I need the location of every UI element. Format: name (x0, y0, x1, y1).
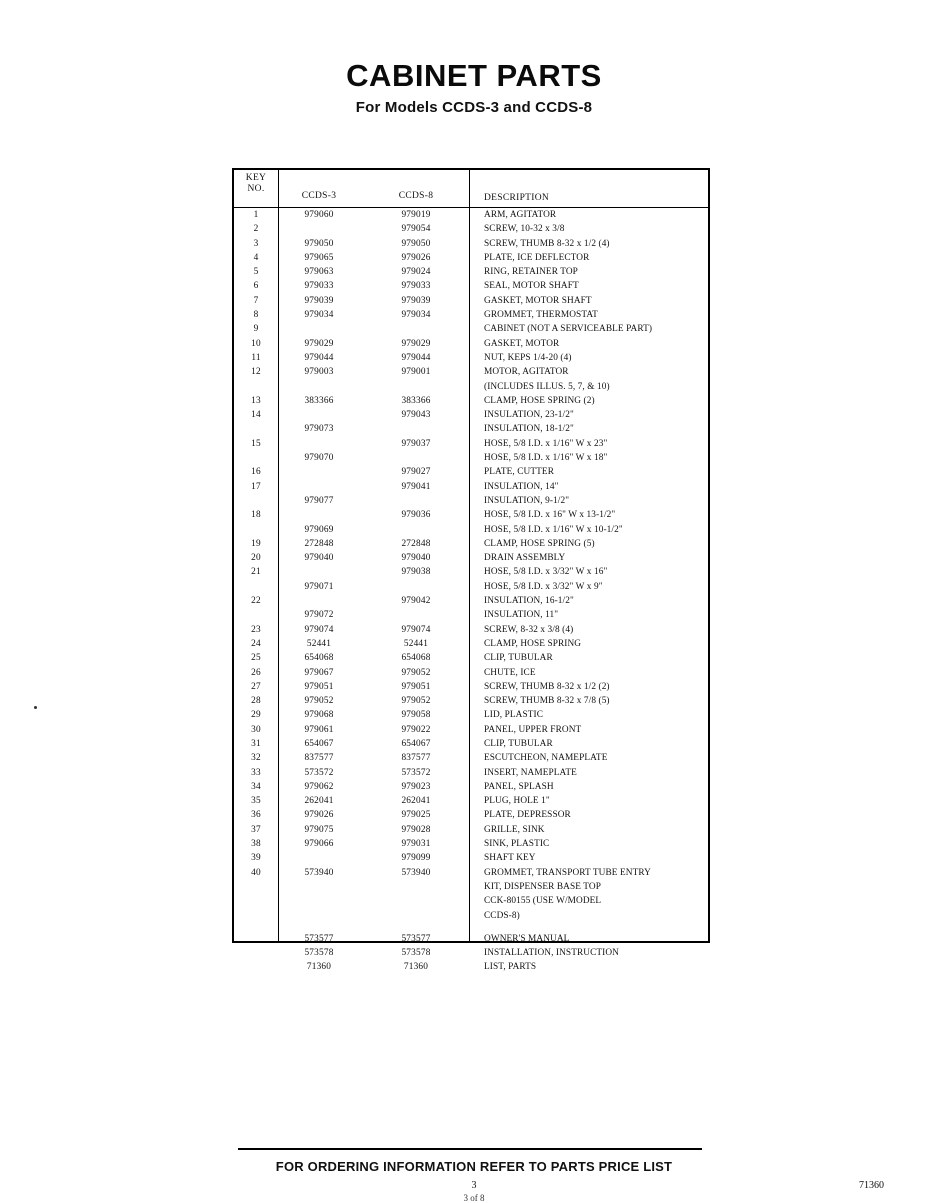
cell-part-ccds3: 979061 (304, 724, 334, 735)
table-row (234, 946, 708, 960)
cell-part-ccds3: 979039 (304, 295, 334, 306)
table-row (234, 222, 708, 236)
cell-part-ccds3: 979070 (304, 453, 334, 464)
table-row (234, 408, 708, 422)
cell-description: HOSE, 5/8 I.D. x 1/16" W x 23" (484, 438, 608, 449)
cell-part-ccds8: 979058 (401, 710, 431, 721)
cell-key-no: 6 (253, 281, 259, 292)
cell-key-no: 24 (251, 638, 261, 649)
table-row (234, 308, 708, 322)
table-row (234, 394, 708, 408)
page-title: CABINET PARTS (346, 58, 602, 93)
cell-description: OWNER'S MANUAL (484, 933, 570, 944)
cell-description: CABINET (NOT A SERVICEABLE PART) (484, 324, 653, 335)
table-row (234, 337, 708, 351)
cell-description: SCREW, 10-32 x 3/8 (484, 224, 565, 235)
cell-description: SCREW, THUMB 8-32 x 1/2 (4) (484, 238, 610, 249)
cell-part-ccds8: 979028 (401, 824, 431, 835)
cell-part-ccds8: 979019 (401, 210, 431, 220)
cell-part-ccds3: 979033 (304, 281, 334, 292)
cell-description: CLAMP, HOSE SPRING (2) (484, 395, 595, 406)
table-row (234, 694, 708, 708)
cell-part-ccds8: 573577 (401, 933, 431, 944)
cell-key-no: 34 (251, 781, 261, 792)
table-row (234, 465, 708, 479)
cell-description: PLATE, DEPRESSOR (484, 810, 571, 821)
cell-part-ccds3: 979060 (304, 210, 334, 220)
table-row (234, 866, 708, 880)
cell-part-ccds3: 979071 (304, 581, 334, 592)
cell-description: SCREW, 8-32 x 3/8 (4) (484, 624, 574, 635)
cell-description: LIST, PARTS (484, 962, 537, 973)
cell-part-ccds8: 979027 (401, 467, 431, 478)
table-row (234, 537, 708, 551)
cell-part-ccds8: 979050 (401, 238, 431, 249)
table-row (234, 480, 708, 494)
cell-description: CLIP, TUBULAR (484, 653, 553, 664)
cell-description: PLATE, CUTTER (484, 467, 554, 478)
scan-artifact-dot (34, 706, 37, 709)
table-row (234, 960, 708, 974)
cell-description: GROMMET, THERMOSTAT (484, 310, 598, 321)
cell-description: GROMMET, TRANSPORT TUBE ENTRY (484, 867, 651, 878)
table-row (234, 737, 708, 751)
cell-description: CLAMP, HOSE SPRING (484, 638, 582, 649)
table-row-spacer (234, 923, 708, 932)
table-row (234, 422, 708, 436)
cell-part-ccds8: 979039 (401, 295, 431, 306)
table-row (234, 651, 708, 665)
cell-part-ccds3: 979034 (304, 310, 334, 321)
cell-key-no: 30 (251, 724, 261, 735)
cell-part-ccds3: 979062 (304, 781, 334, 792)
cell-key-no: 11 (251, 352, 261, 363)
cell-part-ccds3: 979069 (304, 524, 334, 535)
cell-part-ccds3: 573577 (304, 933, 334, 944)
table-row (234, 351, 708, 365)
cell-key-no: 2 (253, 224, 259, 235)
cell-description: HOSE, 5/8 I.D. x 1/16" W x 10-1/2" (484, 524, 623, 535)
table-row (234, 494, 708, 508)
table-row (234, 909, 708, 923)
table-row (234, 594, 708, 608)
table-row (234, 322, 708, 336)
table-row (234, 680, 708, 694)
cell-description: INSULATION, 14" (484, 481, 559, 492)
cell-key-no: 7 (253, 295, 259, 306)
table-row (234, 208, 708, 222)
cell-key-no: 3 (253, 238, 259, 249)
cell-part-ccds3: 272848 (304, 538, 334, 549)
cell-part-ccds3: 383366 (304, 395, 334, 406)
cell-description: NUT, KEPS 1/4-20 (4) (484, 352, 572, 363)
cell-part-ccds8: 979037 (401, 438, 431, 449)
cell-description: SCREW, THUMB 8-32 x 7/8 (5) (484, 696, 610, 707)
table-row (234, 880, 708, 894)
cell-part-ccds8: 979042 (401, 596, 431, 607)
cell-part-ccds8: 573578 (401, 948, 431, 959)
cell-key-no: 26 (251, 667, 261, 678)
cell-key-no: 36 (251, 810, 261, 821)
table-row (234, 265, 708, 279)
cell-key-no: 18 (251, 510, 261, 521)
cell-part-ccds8: 979026 (401, 252, 431, 263)
cell-part-ccds8: 573940 (401, 867, 431, 878)
cell-description: LID, PLASTIC (484, 710, 544, 721)
cell-part-ccds3: 979074 (304, 624, 334, 635)
cell-part-ccds8: 979040 (401, 553, 431, 564)
cell-part-ccds3: 979029 (304, 338, 334, 349)
cell-description: ARM, AGITATOR (484, 210, 557, 220)
table-row (234, 932, 708, 946)
cell-description: PANEL, UPPER FRONT (484, 724, 582, 735)
cell-part-ccds8: 654067 (401, 738, 431, 749)
cell-part-ccds8: 979054 (401, 224, 431, 235)
page-subtitle: For Models CCDS-3 and CCDS-8 (355, 99, 593, 116)
table-row (234, 637, 708, 651)
table-row (234, 279, 708, 293)
cell-part-ccds3: 979040 (304, 553, 334, 564)
cell-part-ccds3: 979068 (304, 710, 334, 721)
document-code: 71360 (859, 1180, 884, 1191)
cell-key-no: 29 (251, 710, 261, 721)
cell-part-ccds3: 979050 (304, 238, 334, 249)
cell-part-ccds8: 837577 (401, 753, 431, 764)
cell-key-no: 14 (251, 410, 261, 421)
page-number: 3 (471, 1180, 477, 1191)
cell-part-ccds3: 979066 (304, 839, 334, 850)
table-row (234, 723, 708, 737)
cell-part-ccds8: 979029 (401, 338, 431, 349)
cell-description: SEAL, MOTOR SHAFT (484, 281, 579, 292)
cell-key-no: 40 (251, 867, 261, 878)
table-body (234, 208, 708, 973)
cell-part-ccds8: 383366 (401, 395, 431, 406)
table-row (234, 580, 708, 594)
cell-part-ccds3: 52441 (306, 638, 332, 649)
cell-description: CLAMP, HOSE SPRING (5) (484, 538, 595, 549)
header-col-ccds8: CCDS-8 (398, 191, 434, 201)
cell-part-ccds8: 979041 (401, 481, 431, 492)
table-row (234, 365, 708, 379)
cell-description: DRAIN ASSEMBLY (484, 553, 566, 564)
table-row (234, 894, 708, 908)
cell-key-no: 8 (253, 310, 259, 321)
cell-part-ccds8: 979036 (401, 510, 431, 521)
table-row (234, 237, 708, 251)
cell-part-ccds3: 979072 (304, 610, 334, 621)
cell-part-ccds3: 979073 (304, 424, 334, 435)
cell-description: HOSE, 5/8 I.D. x 16" W x 13-1/2" (484, 510, 616, 521)
cell-description: CCK-80155 (USE W/MODEL (484, 896, 602, 907)
cell-key-no: 4 (253, 252, 259, 263)
cell-description: RING, RETAINER TOP (484, 267, 578, 278)
cell-part-ccds3: 979077 (304, 495, 334, 506)
cell-part-ccds3: 979063 (304, 267, 334, 278)
cell-description: INSULATION, 23-1/2" (484, 410, 574, 421)
cell-description: SHAFT KEY (484, 853, 536, 864)
cell-part-ccds8: 272848 (401, 538, 431, 549)
cell-description: CCDS-8) (484, 910, 520, 921)
page-number-alt: 3 of 8 (463, 1193, 485, 1203)
cell-part-ccds8: 979051 (401, 681, 431, 692)
cell-description: GASKET, MOTOR SHAFT (484, 295, 592, 306)
cell-key-no: 23 (251, 624, 261, 635)
cell-key-no: 9 (253, 324, 259, 335)
cell-description: INSERT, NAMEPLATE (484, 767, 577, 778)
parts-table (232, 168, 710, 973)
cell-key-no: 35 (251, 796, 261, 807)
table-row (234, 608, 708, 622)
header-col-ccds3: CCDS-3 (301, 191, 337, 201)
cell-part-ccds8: 979052 (401, 696, 431, 707)
header-key-no (238, 173, 274, 195)
cell-description: KIT, DISPENSER BASE TOP (484, 881, 601, 892)
table-row (234, 623, 708, 637)
cell-description: PLATE, ICE DEFLECTOR (484, 252, 590, 263)
cell-key-no: 19 (251, 538, 261, 549)
cell-part-ccds3: 262041 (304, 796, 334, 807)
cell-description: SCREW, THUMB 8-32 x 1/2 (2) (484, 681, 610, 692)
cell-description: GASKET, MOTOR (484, 338, 560, 349)
cell-key-no: 31 (251, 738, 261, 749)
cell-part-ccds8: 979031 (401, 839, 431, 850)
table-row (234, 751, 708, 765)
cell-part-ccds3: 837577 (304, 753, 334, 764)
table-row (234, 851, 708, 865)
cell-description: HOSE, 5/8 I.D. x 3/32" W x 16" (484, 567, 608, 578)
table-row (234, 451, 708, 465)
cell-key-no: 13 (251, 395, 261, 406)
cell-key-no: 21 (251, 567, 261, 578)
table-row (234, 437, 708, 451)
table-header-row (234, 170, 708, 208)
header-key-line1: KEY (245, 173, 267, 183)
table-row (234, 823, 708, 837)
cell-part-ccds3: 654067 (304, 738, 334, 749)
cell-part-ccds3: 979051 (304, 681, 334, 692)
cell-key-no: 20 (251, 553, 261, 564)
cell-part-ccds3: 573940 (304, 867, 334, 878)
cell-key-no: 27 (251, 681, 261, 692)
cell-part-ccds3: 979075 (304, 824, 334, 835)
cell-description: GRILLE, SINK (484, 824, 545, 835)
cell-part-ccds8: 979034 (401, 310, 431, 321)
table-row (234, 508, 708, 522)
cell-part-ccds3: 573578 (304, 948, 334, 959)
cell-part-ccds8: 573572 (401, 767, 431, 778)
cell-key-no: 33 (251, 767, 261, 778)
cell-part-ccds8: 52441 (403, 638, 429, 649)
cell-description: ESCUTCHEON, NAMEPLATE (484, 753, 608, 764)
table-row (234, 251, 708, 265)
table-row (234, 551, 708, 565)
cell-part-ccds8: 979099 (401, 853, 431, 864)
cell-part-ccds8: 654068 (401, 653, 431, 664)
cell-key-no: 22 (251, 596, 261, 607)
cell-key-no: 39 (251, 853, 261, 864)
table-row (234, 766, 708, 780)
cell-part-ccds3: 979026 (304, 810, 334, 821)
table-row (234, 837, 708, 851)
cell-part-ccds3: 71360 (306, 962, 332, 973)
cell-part-ccds3: 979067 (304, 667, 334, 678)
cell-key-no: 5 (253, 267, 259, 278)
cell-description: HOSE, 5/8 I.D. x 1/16" W x 18" (484, 453, 608, 464)
cell-part-ccds8: 979038 (401, 567, 431, 578)
table-row (234, 523, 708, 537)
cell-description: HOSE, 5/8 I.D. x 3/32" W x 9" (484, 581, 603, 592)
table-row (234, 780, 708, 794)
cell-part-ccds8: 262041 (401, 796, 431, 807)
table-row (234, 708, 708, 722)
cell-part-ccds8: 979052 (401, 667, 431, 678)
cell-part-ccds8: 71360 (403, 962, 429, 973)
cell-description: (INCLUDES ILLUS. 5, 7, & 10) (484, 381, 610, 392)
table-row (234, 294, 708, 308)
cell-part-ccds8: 979033 (401, 281, 431, 292)
cell-part-ccds8: 979025 (401, 810, 431, 821)
cell-description: PLUG, HOLE 1" (484, 796, 550, 807)
cell-part-ccds3: 979052 (304, 696, 334, 707)
cell-part-ccds8: 979001 (401, 367, 431, 378)
cell-part-ccds8: 979074 (401, 624, 431, 635)
cell-description: INSULATION, 18-1/2" (484, 424, 574, 435)
cell-part-ccds3: 573572 (304, 767, 334, 778)
cell-part-ccds3: 979065 (304, 252, 334, 263)
table-row (234, 666, 708, 680)
cell-key-no: 10 (251, 338, 261, 349)
cell-key-no: 15 (251, 438, 261, 449)
cell-key-no: 37 (251, 824, 261, 835)
cell-part-ccds8: 979043 (401, 410, 431, 421)
cell-part-ccds8: 979024 (401, 267, 431, 278)
cell-key-no: 38 (251, 839, 261, 850)
cell-key-no: 16 (251, 467, 261, 478)
cell-key-no: 12 (251, 367, 261, 378)
cell-key-no: 17 (251, 481, 261, 492)
cell-description: INSULATION, 16-1/2" (484, 596, 574, 607)
cell-part-ccds3: 979003 (304, 367, 334, 378)
cell-part-ccds8: 979023 (401, 781, 431, 792)
cell-description: INSULATION, 11" (484, 610, 559, 621)
table-row (234, 380, 708, 394)
cell-description: INSTALLATION, INSTRUCTION (484, 948, 619, 959)
table-row (234, 808, 708, 822)
cell-key-no: 25 (251, 653, 261, 664)
footer-divider (238, 1148, 702, 1150)
table-row (234, 794, 708, 808)
header-col-description: DESCRIPTION (484, 193, 550, 203)
cell-description: INSULATION, 9-1/2" (484, 495, 570, 506)
cell-part-ccds8: 979022 (401, 724, 431, 735)
cell-key-no: 32 (251, 753, 261, 764)
table-row (234, 565, 708, 579)
cell-description: MOTOR, AGITATOR (484, 367, 569, 378)
cell-description: CLIP, TUBULAR (484, 738, 553, 749)
cell-part-ccds8: 979044 (401, 352, 431, 363)
cell-description: SINK, PLASTIC (484, 839, 550, 850)
header-key-line2: NO. (247, 184, 265, 194)
footer-note: FOR ORDERING INFORMATION REFER TO PARTS PRICE LIST (275, 1159, 673, 1174)
cell-part-ccds3: 654068 (304, 653, 334, 664)
cell-description: CHUTE, ICE (484, 667, 536, 678)
cell-description: PANEL, SPLASH (484, 781, 554, 792)
cell-key-no: 28 (251, 696, 261, 707)
cell-key-no: 1 (253, 210, 259, 220)
cell-part-ccds3: 979044 (304, 352, 334, 363)
